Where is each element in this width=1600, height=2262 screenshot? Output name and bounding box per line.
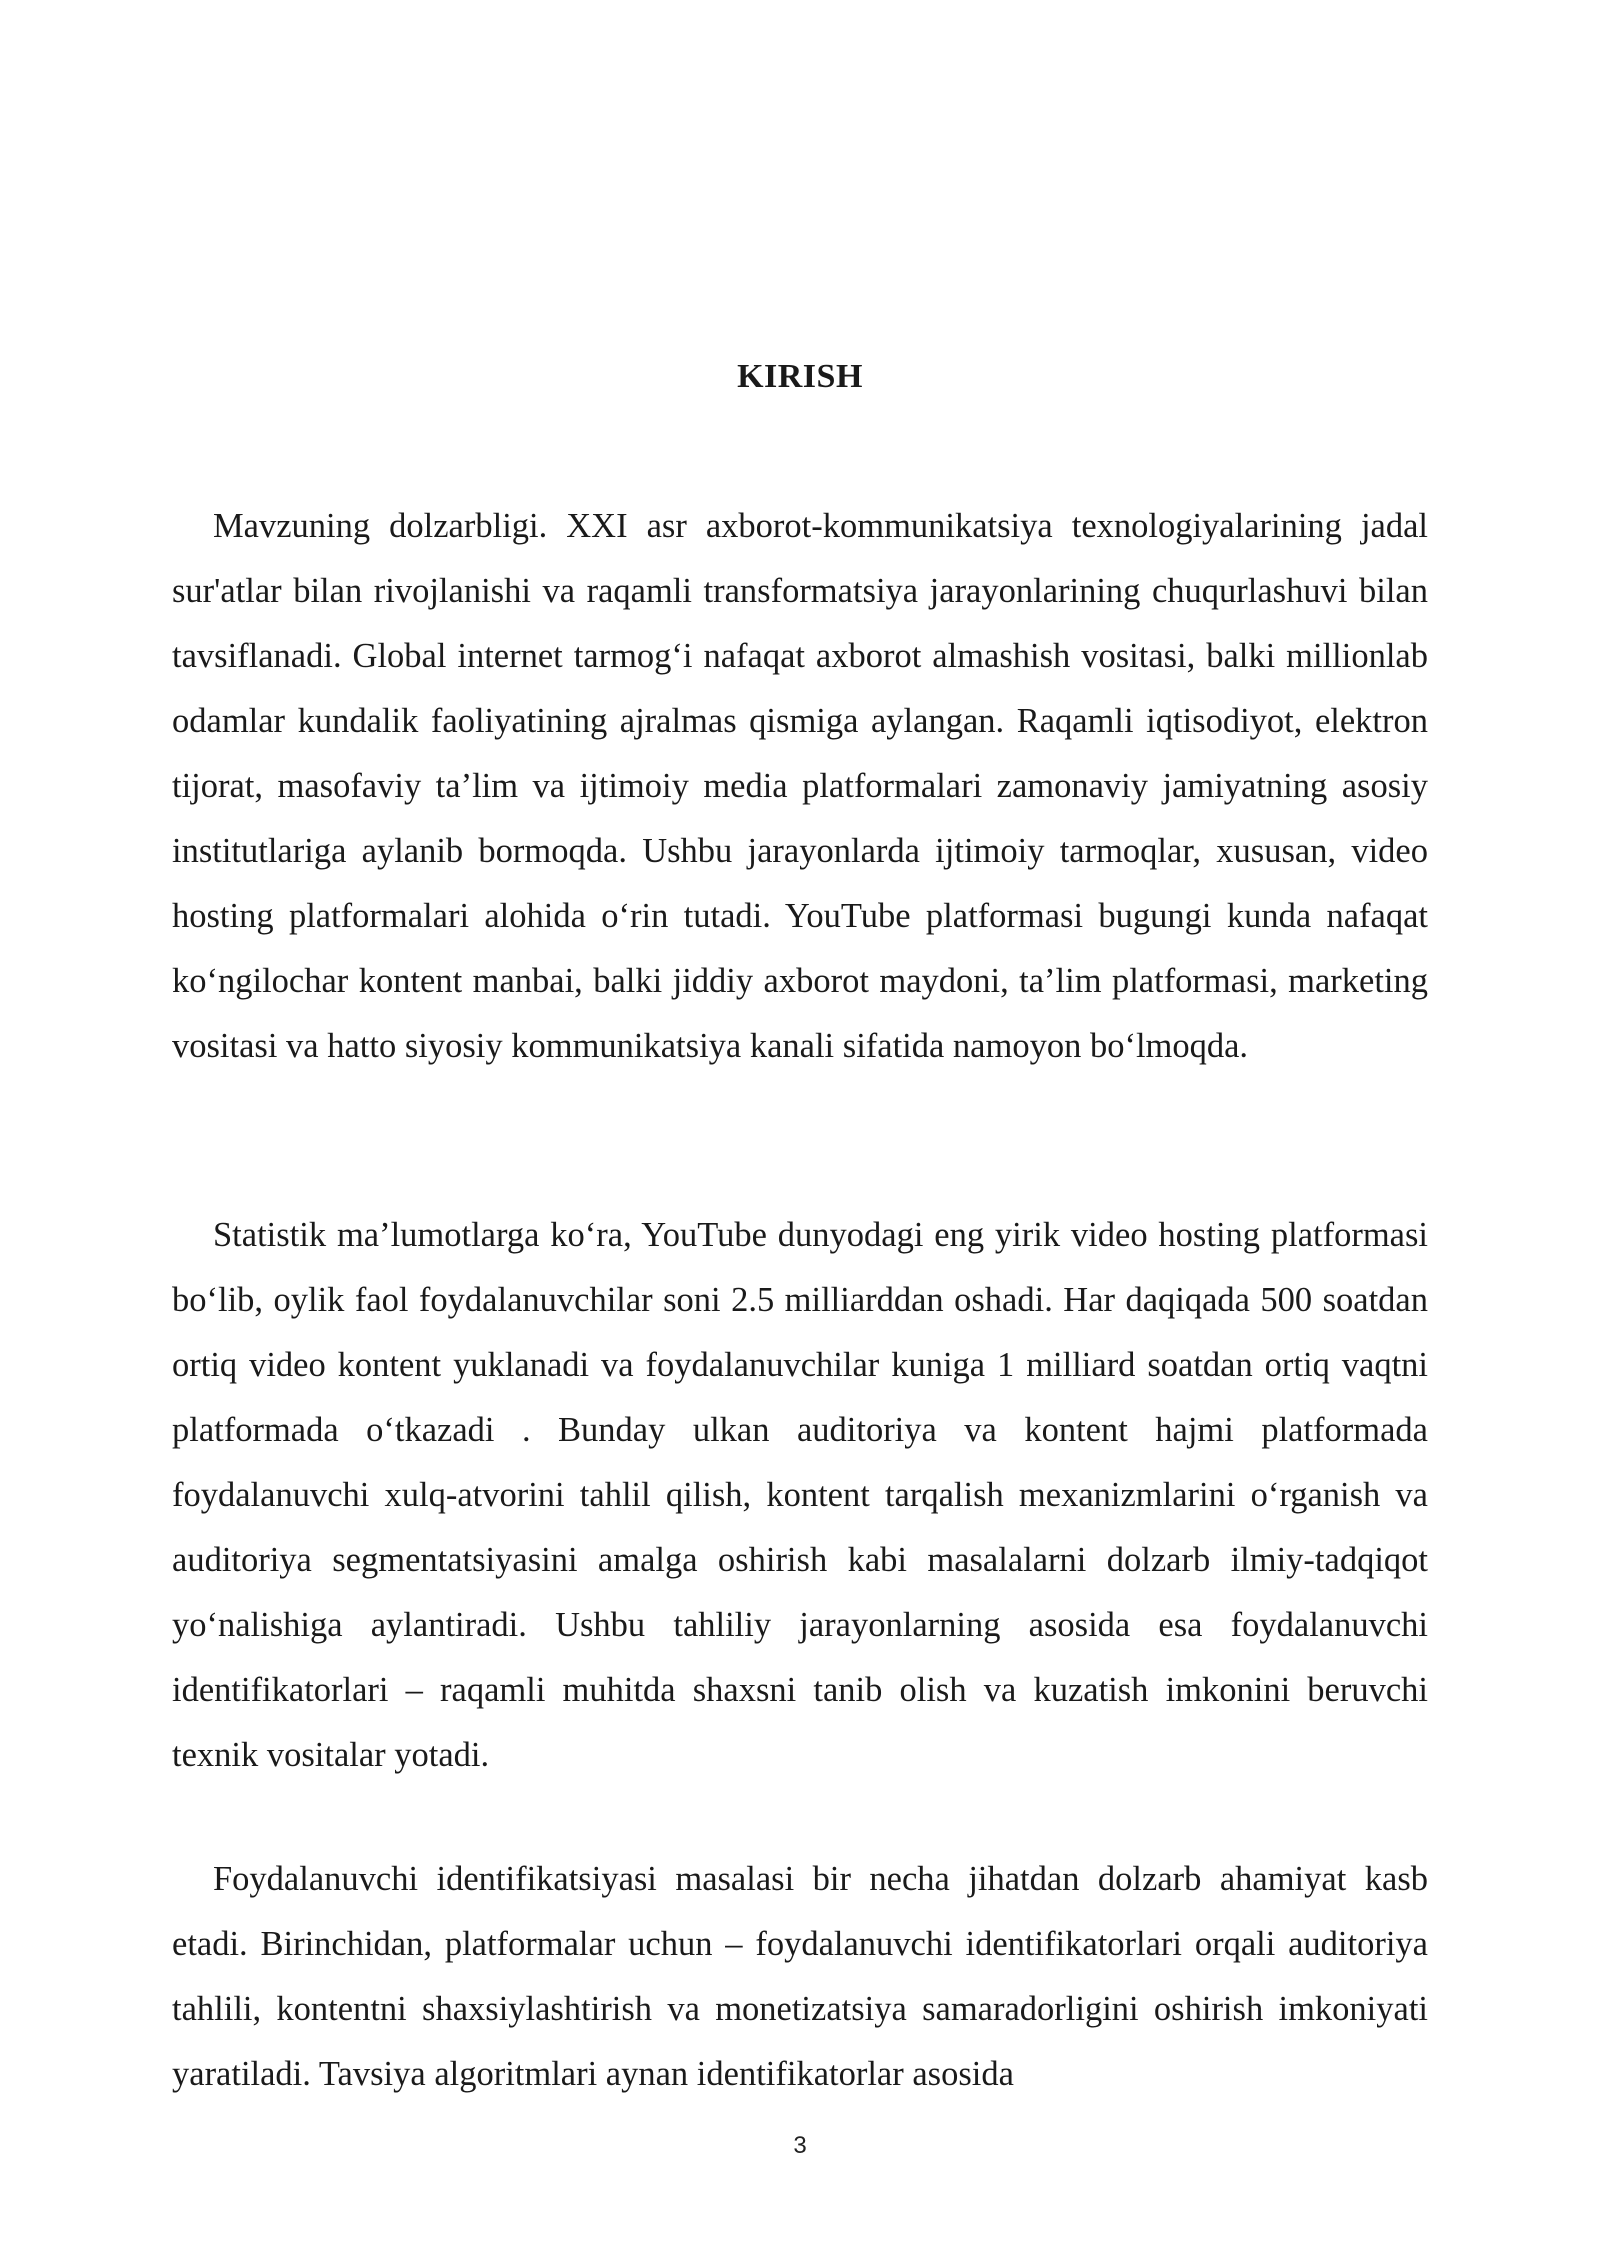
page-number: 3 (793, 2132, 807, 2159)
paragraph-relevance: Mavzuning dolzarbligi. XXI asr axborot-kommunikatsiya texnologiyalarining jadal sur'atlar bilan rivojlanishi va raqamli transformatsiya jarayonlarining chuqurlashuvi bilan tavsiflanadi. Global internet tarmog‘i nafaqat axborot almashish vositasi, balki millionlab odamlar kundalik faoliyatining ajralmas qismiga aylangan. Raqamli iqtisodiyot, elektron tijorat, masofaviy ta’lim va ijtimoiy media platformalari zamonaviy jamiyatning asosiy institutlariga aylanib bormoqda. Ushbu jarayonlarda ijtimoiy tarmoqlar, xususan, video hosting platformalari alohida o‘rin tutadi. YouTube platformasi bugungi kunda nafaqat ko‘ngilochar kontent manbai, balki jiddiy axborot maydoni, ta’lim platformasi, marketing vositasi va hatto siyosiy kommunikatsiya kanali sifatida namoyon bo‘lmoqda. (172, 507, 1428, 1065)
paragraph-statistics: Statistik ma’lumotlarga ko‘ra, YouTube dunyodagi eng yirik video hosting platformasi bo‘lib, oylik faol foydalanuvchilar soni 2.5 milliarddan oshadi. Har daqiqada 500 soatdan ortiq video kontent yuklanadi va foydalanuvchilar kuniga 1 milliard soatdan ortiq vaqtni platformada o‘tkazadi . Bunday ulkan auditoriya va kontent hajmi platformada foydalanuvchi xulq-atvorini tahlil qilish, kontent tarqalish mexanizmlarini o‘rganish va auditoriya segmentatsiyasini amalga oshirish kabi masalalarni dolzarb ilmiy-tadqiqot yo‘nalishiga aylantiradi. Ushbu tahliliy jarayonlarning asosida esa foydalanuvchi identifikatorlari – raqamli muhitda shaxsni tanib olish va kuzatish imkonini beruvchi texnik vositalar yotadi. (172, 1216, 1428, 1774)
section-heading: KIRISH (737, 358, 863, 395)
paragraph-identification: Foydalanuvchi identifikatsiyasi masalasi bir necha jihatdan dolzarb ahamiyat kasb etadi. Birinchidan, platformalar uchun – foydalanuvchi identifikatorlari orqali auditoriya tahlili, kontentni shaxsiylashtirish va monetizatsiya samaradorligini oshirish imkoniyati yaratiladi. Tavsiya algoritmlari aynan identifikatorlar asosida (172, 1860, 1428, 2093)
